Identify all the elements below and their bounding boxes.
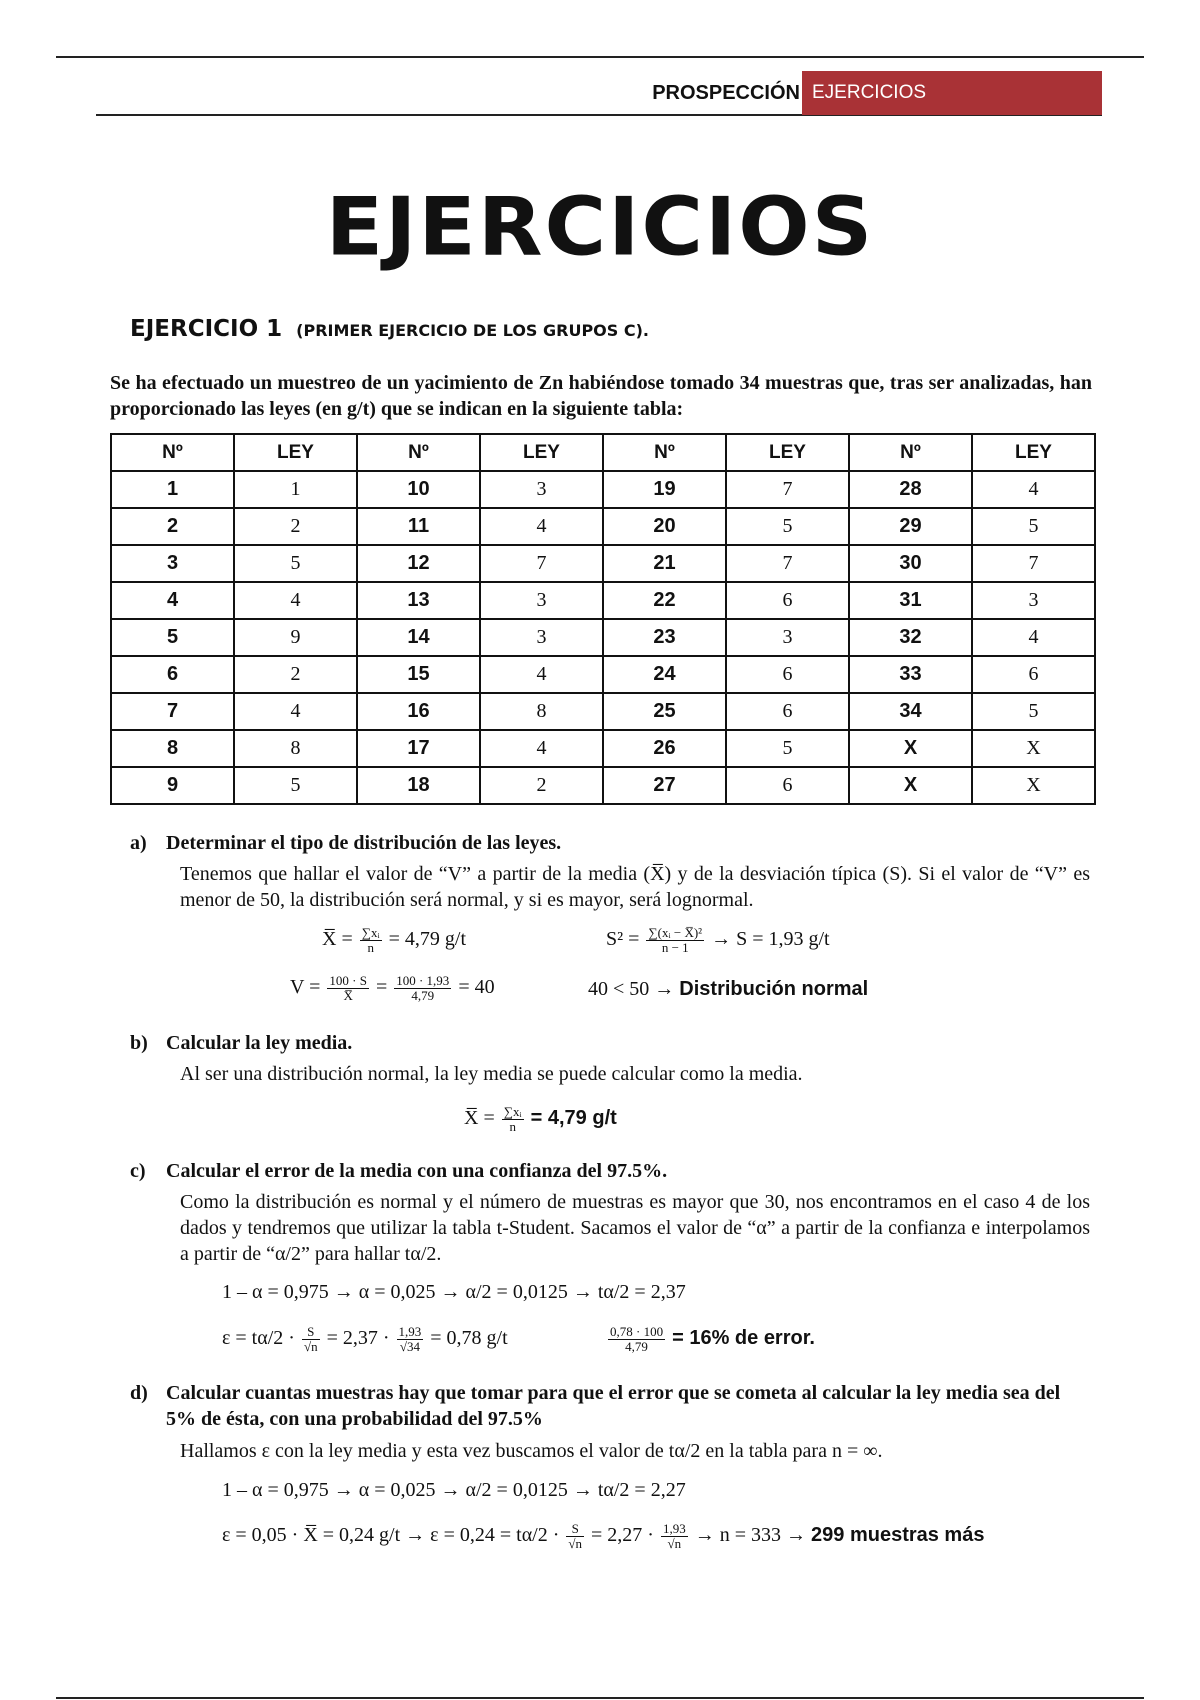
- sample-number-cell: X: [849, 767, 972, 804]
- col-header: Nº: [849, 434, 972, 471]
- formula-part: → n = 333 →: [694, 1524, 807, 1547]
- grade-cell: 4: [480, 730, 603, 767]
- grade-cell: 3: [972, 582, 1095, 619]
- formula-mean: [322, 926, 466, 955]
- answer-a-text: Tenemos que hallar el valor de “V” a partir de la media (X̅) y de la desviación típica (S). Si el valor de “V” es menor de 50, la distribución será normal, y si es mayor, será lognormal.: [180, 863, 1090, 911]
- denominator: 4,79: [411, 988, 435, 1003]
- top-rule: [56, 56, 1144, 58]
- table-body: [111, 471, 1095, 804]
- exercise-heading: EJERCICIO 1: [130, 316, 283, 342]
- grade-cell: 4: [972, 471, 1095, 508]
- header-section: PROSPECCIÓN: [652, 82, 800, 104]
- sample-number-cell: 12: [357, 545, 480, 582]
- formula-conclusion: [588, 976, 868, 1002]
- question-d: [130, 1380, 1090, 1432]
- sample-number-cell: 3: [111, 545, 234, 582]
- formula-part: =: [375, 976, 388, 999]
- sample-number-cell: 4: [111, 582, 234, 619]
- sample-number-cell: 14: [357, 619, 480, 656]
- sample-number-cell: 19: [603, 471, 726, 508]
- grade-cell: 2: [234, 656, 357, 693]
- sample-number-cell: 13: [357, 582, 480, 619]
- grade-cell: 4: [480, 656, 603, 693]
- sample-number-cell: 21: [603, 545, 726, 582]
- sample-number-cell: 2: [111, 508, 234, 545]
- grade-cell: 1: [234, 471, 357, 508]
- numerator: 1,93: [398, 1324, 422, 1339]
- grade-cell: 8: [234, 730, 357, 767]
- grade-cell: 5: [726, 508, 849, 545]
- question-text: Calcular el error de la media con una confianza del 97.5%.: [166, 1160, 668, 1182]
- formula-error-percent: [606, 1325, 815, 1354]
- col-header: LEY: [726, 434, 849, 471]
- sample-number-cell: X: [849, 730, 972, 767]
- denominator: 4,79: [625, 1339, 648, 1354]
- grade-cell: 6: [726, 767, 849, 804]
- fraction: [646, 926, 704, 955]
- grade-cell: 3: [480, 582, 603, 619]
- question-label: c): [130, 1160, 146, 1182]
- numerator: ∑xᵢ: [503, 1104, 522, 1119]
- formula-part: = 40: [458, 976, 495, 999]
- denominator: n − 1: [661, 940, 689, 955]
- numerator: 0,78 · 100: [610, 1324, 664, 1339]
- fraction: [661, 1522, 688, 1551]
- table-row: [111, 767, 1095, 804]
- table-row: [111, 582, 1095, 619]
- grade-cell: 5: [972, 508, 1095, 545]
- formula-ley-media: [464, 1105, 617, 1134]
- exercise-title: [130, 316, 649, 342]
- exercise-subtitle: (PRIMER EJERCICIO DE LOS GRUPOS C).: [296, 321, 650, 340]
- table-row: [111, 656, 1095, 693]
- grade-cell: 5: [234, 767, 357, 804]
- denominator: n: [367, 940, 374, 955]
- fraction: [360, 926, 382, 955]
- numerator: ∑xᵢ: [361, 925, 380, 940]
- page-title: EJERCICIOS: [325, 180, 875, 274]
- sample-number-cell: 20: [603, 508, 726, 545]
- sample-number-cell: 5: [111, 619, 234, 656]
- question-b: [130, 1030, 1090, 1056]
- table-row: [111, 545, 1095, 582]
- formula-part: X̅ =: [464, 1107, 495, 1130]
- fraction: [566, 1522, 584, 1551]
- question-a: [130, 830, 1090, 856]
- fraction: [397, 1325, 424, 1354]
- denominator: X̅: [343, 988, 353, 1003]
- grade-cell: 9: [234, 619, 357, 656]
- numerator: 100 · S: [329, 973, 367, 988]
- formula-part: = 0,78 g/t: [430, 1327, 508, 1350]
- question-c: [130, 1158, 1090, 1184]
- denominator: √n: [568, 1536, 583, 1551]
- formula-error: [222, 1325, 508, 1354]
- numerator: 100 · 1,93: [396, 973, 450, 988]
- grade-cell: 4: [234, 693, 357, 730]
- sample-number-cell: 27: [603, 767, 726, 804]
- col-header: LEY: [480, 434, 603, 471]
- formula-variance: [606, 926, 830, 955]
- answer-b-text: Al ser una distribución normal, la ley media se puede calcular como la media.: [180, 1063, 803, 1085]
- col-header: LEY: [972, 434, 1095, 471]
- grade-cell: 8: [480, 693, 603, 730]
- sample-number-cell: 7: [111, 693, 234, 730]
- numerator: 1,93: [662, 1521, 686, 1536]
- grade-cell: 4: [480, 508, 603, 545]
- grade-cell: 7: [972, 545, 1095, 582]
- grade-cell: 7: [726, 545, 849, 582]
- sample-number-cell: 22: [603, 582, 726, 619]
- grades-table: [110, 433, 1096, 805]
- formula-part: ε = tα/2 ·: [222, 1327, 295, 1350]
- table-row: [111, 619, 1095, 656]
- denominator: n: [509, 1119, 516, 1134]
- formula-samples: [222, 1522, 984, 1551]
- formula-part: X̅ =: [322, 928, 353, 951]
- grade-cell: 4: [234, 582, 357, 619]
- intro-text: Se ha efectuado un muestreo de un yacimiento de Zn habiéndose tomado 34 muestras que, tras ser analizadas, han proporcionado las leyes (en g/t) que se indican en la siguiente tabla:: [110, 372, 1092, 420]
- formula-v: [290, 974, 495, 1003]
- grade-cell: 6: [972, 656, 1095, 693]
- grade-cell: 3: [480, 619, 603, 656]
- numerator: ∑(xᵢ − X̅)²: [648, 925, 703, 940]
- table-row: [111, 730, 1095, 767]
- sample-number-cell: 31: [849, 582, 972, 619]
- sample-number-cell: 8: [111, 730, 234, 767]
- grade-cell: 2: [234, 508, 357, 545]
- question-text: Determinar el tipo de distribución de las leyes.: [166, 832, 562, 854]
- formula-part: V =: [290, 976, 321, 999]
- grade-cell: 4: [972, 619, 1095, 656]
- sample-number-cell: 25: [603, 693, 726, 730]
- denominator: √n: [303, 1339, 318, 1354]
- numerator: S: [566, 1522, 584, 1537]
- col-header: Nº: [111, 434, 234, 471]
- formula-part: ε = 0,05 · X̅ = 0,24 g/t → ε = 0,24 = tα/2 ·: [222, 1524, 560, 1547]
- grade-cell: 3: [480, 471, 603, 508]
- formula-part: = 4,79 g/t: [388, 928, 467, 951]
- grade-cell: 2: [480, 767, 603, 804]
- sample-number-cell: 10: [357, 471, 480, 508]
- denominator: √n: [667, 1536, 682, 1551]
- formula-result: = 16% de error.: [672, 1327, 815, 1350]
- sample-number-cell: 9: [111, 767, 234, 804]
- sample-number-cell: 33: [849, 656, 972, 693]
- table-row: [111, 508, 1095, 545]
- answer-c-text: Como la distribución es normal y el número de muestras es mayor que 30, nos encontramos en el caso 4 de los dados y tendremos que utilizar la tabla t-Student. Sacamos el valor de “α” a partir de la confianza e interpolamos a partir de “α/2” para hallar tα/2.: [180, 1191, 1090, 1265]
- grade-cell: 3: [726, 619, 849, 656]
- grade-cell: 6: [726, 582, 849, 619]
- sample-number-cell: 6: [111, 656, 234, 693]
- sample-number-cell: 16: [357, 693, 480, 730]
- sample-number-cell: 18: [357, 767, 480, 804]
- sample-number-cell: 26: [603, 730, 726, 767]
- grade-cell: 7: [726, 471, 849, 508]
- numerator: S: [302, 1325, 320, 1340]
- fraction: [302, 1325, 320, 1354]
- formula-alpha: 1 – α = 0,975 → α = 0,025 → α/2 = 0,0125 → tα/2 = 2,37: [222, 1281, 686, 1303]
- grade-cell: 6: [726, 693, 849, 730]
- col-header: LEY: [234, 434, 357, 471]
- sample-number-cell: 17: [357, 730, 480, 767]
- question-text: Calcular la ley media.: [166, 1032, 353, 1054]
- formula-part: = 2,27 ·: [591, 1524, 654, 1547]
- fraction: [327, 974, 369, 1003]
- fraction: [394, 974, 451, 1003]
- header-chapter: EJERCICIOS: [802, 71, 1102, 115]
- formula-part: = 2,37 ·: [326, 1327, 390, 1350]
- fraction: [608, 1325, 665, 1354]
- sample-number-cell: 34: [849, 693, 972, 730]
- table-row: [111, 471, 1095, 508]
- sample-number-cell: 24: [603, 656, 726, 693]
- formula-result: 299 muestras más: [811, 1524, 985, 1547]
- grade-cell: 6: [726, 656, 849, 693]
- grade-cell: X: [972, 767, 1095, 804]
- conclusion-bold: Distribución normal: [679, 978, 869, 1000]
- sample-number-cell: 23: [603, 619, 726, 656]
- question-label: b): [130, 1032, 148, 1054]
- formula-part: 40 < 50 →: [588, 978, 675, 1000]
- sample-number-cell: 15: [357, 656, 480, 693]
- fraction: [502, 1105, 524, 1134]
- denominator: √34: [399, 1339, 420, 1354]
- col-header: Nº: [603, 434, 726, 471]
- question-text: Calcular cuantas muestras hay que tomar para que el error que se cometa al calcular la ley media sea del 5% de ésta, con una probabilidad del 97.5%: [166, 1382, 1061, 1430]
- question-label: a): [130, 832, 147, 854]
- question-label: d): [130, 1382, 148, 1404]
- sample-number-cell: 32: [849, 619, 972, 656]
- formula-result: = 4,79 g/t: [530, 1107, 617, 1130]
- sample-number-cell: 11: [357, 508, 480, 545]
- grade-cell: 5: [234, 545, 357, 582]
- sample-number-cell: 1: [111, 471, 234, 508]
- grade-cell: 7: [480, 545, 603, 582]
- table-header-row: [111, 434, 1095, 471]
- formula-part: S² =: [606, 928, 640, 951]
- table-row: [111, 693, 1095, 730]
- sample-number-cell: 28: [849, 471, 972, 508]
- grade-cell: X: [972, 730, 1095, 767]
- formula-part: → S = 1,93 g/t: [711, 928, 830, 951]
- col-header: Nº: [357, 434, 480, 471]
- grade-cell: 5: [972, 693, 1095, 730]
- formula-alpha-d: 1 – α = 0,975 → α = 0,025 → α/2 = 0,0125 → tα/2 = 2,27: [222, 1479, 686, 1501]
- answer-d-text: Hallamos ε con la ley media y esta vez buscamos el valor de tα/2 en la tabla para n = ∞.: [180, 1440, 883, 1462]
- grade-cell: 5: [726, 730, 849, 767]
- sample-number-cell: 30: [849, 545, 972, 582]
- sample-number-cell: 29: [849, 508, 972, 545]
- bottom-rule: [56, 1697, 1144, 1699]
